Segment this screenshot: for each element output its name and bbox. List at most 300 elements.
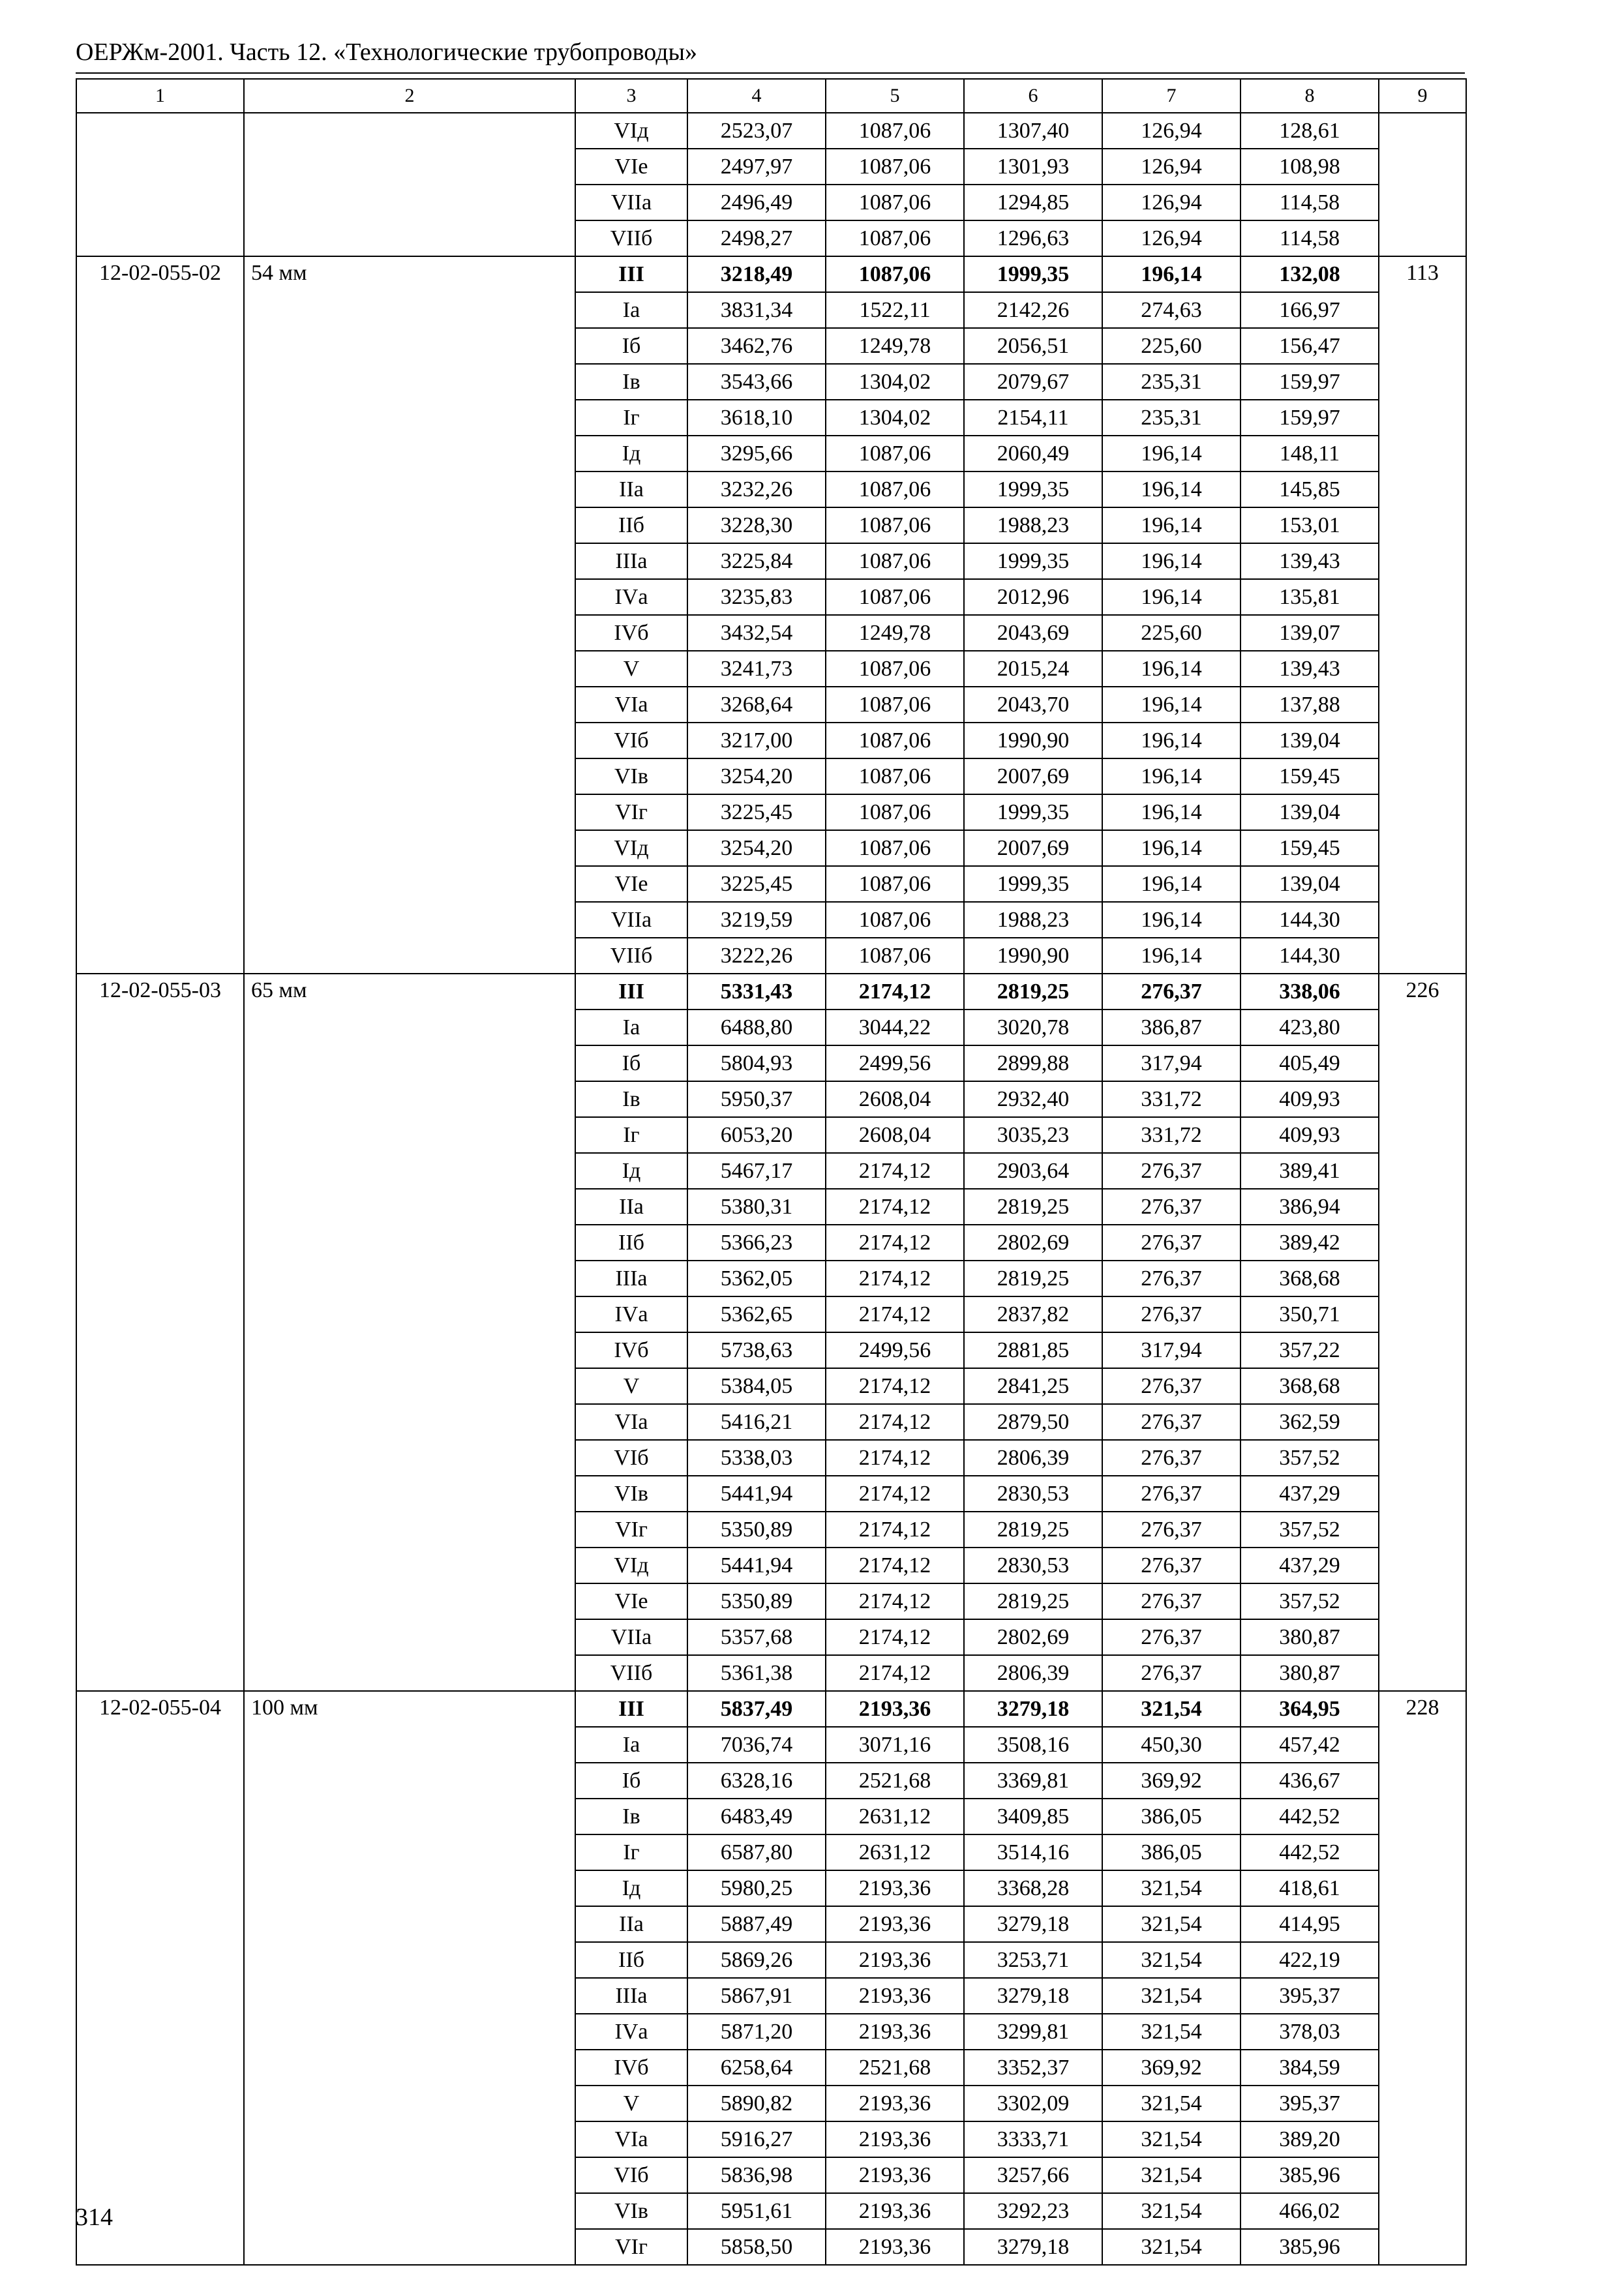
- col4-value: 3432,54: [687, 615, 826, 651]
- territory-code: IVб: [575, 1332, 687, 1368]
- territory-code: V: [575, 1368, 687, 1404]
- col5-value: 2193,36: [826, 2229, 964, 2265]
- col5-value: 2174,12: [826, 1583, 964, 1619]
- col8-value: 114,58: [1241, 185, 1379, 220]
- col5-value: 1087,06: [826, 758, 964, 794]
- col7-value: 321,54: [1102, 2157, 1241, 2193]
- col5-value: 1087,06: [826, 220, 964, 256]
- col5-value: 1087,06: [826, 830, 964, 866]
- col7-value: 196,14: [1102, 687, 1241, 723]
- territory-code: VIе: [575, 149, 687, 185]
- territory-code: VIг: [575, 1512, 687, 1548]
- col4-value: 5331,43: [687, 974, 826, 1010]
- col5-value: 2521,68: [826, 2050, 964, 2086]
- col5-value: 1087,06: [826, 794, 964, 830]
- col6-value: 2060,49: [964, 436, 1102, 471]
- col5-value: 2174,12: [826, 1296, 964, 1332]
- col4-value: 5362,05: [687, 1261, 826, 1296]
- col5-value: 2174,12: [826, 1404, 964, 1440]
- col5-value: 1249,78: [826, 328, 964, 364]
- territory-code: VIг: [575, 794, 687, 830]
- col4-value: 6053,20: [687, 1117, 826, 1153]
- col7-value: 276,37: [1102, 974, 1241, 1010]
- col8-value: 385,96: [1241, 2157, 1379, 2193]
- col5-value: 2174,12: [826, 1512, 964, 1548]
- col4-value: 7036,74: [687, 1727, 826, 1763]
- col6-value: 2154,11: [964, 400, 1102, 436]
- territory-code: Iв: [575, 364, 687, 400]
- col5-value: 1087,06: [826, 256, 964, 292]
- col8-value: 139,07: [1241, 615, 1379, 651]
- col8-value: 357,22: [1241, 1332, 1379, 1368]
- col4-value: 3222,26: [687, 938, 826, 974]
- col8-value: 166,97: [1241, 292, 1379, 328]
- territory-code: VIIб: [575, 1655, 687, 1691]
- col5-value: 1087,06: [826, 651, 964, 687]
- col4-value: 5950,37: [687, 1081, 826, 1117]
- col5-value: 1522,11: [826, 292, 964, 328]
- col5-value: 3071,16: [826, 1727, 964, 1763]
- col6-value: 3302,09: [964, 2086, 1102, 2121]
- col5-value: 2608,04: [826, 1081, 964, 1117]
- col7-value: 126,94: [1102, 113, 1241, 149]
- col7-value: 225,60: [1102, 615, 1241, 651]
- col7-value: 450,30: [1102, 1727, 1241, 1763]
- col8-value: 466,02: [1241, 2193, 1379, 2229]
- col6-value: 2012,96: [964, 579, 1102, 615]
- territory-code: Iв: [575, 1081, 687, 1117]
- col8-value: 132,08: [1241, 256, 1379, 292]
- column-number: 2: [244, 79, 575, 113]
- col8-value: 442,52: [1241, 1834, 1379, 1870]
- col5-value: 2521,68: [826, 1763, 964, 1799]
- territory-code: IIб: [575, 507, 687, 543]
- col5-value: 2174,12: [826, 974, 964, 1010]
- col4-value: 3232,26: [687, 471, 826, 507]
- col4-value: 5951,61: [687, 2193, 826, 2229]
- col5-value: 2193,36: [826, 2014, 964, 2050]
- col7-value: 321,54: [1102, 2086, 1241, 2121]
- col5-value: 2193,36: [826, 1691, 964, 1727]
- territory-code: VIв: [575, 2193, 687, 2229]
- col4-value: 5362,65: [687, 1296, 826, 1332]
- col8-value: 457,42: [1241, 1727, 1379, 1763]
- col6-value: 1999,35: [964, 471, 1102, 507]
- col5-value: 2174,12: [826, 1548, 964, 1583]
- col7-value: 386,05: [1102, 1799, 1241, 1834]
- col5-value: 1087,06: [826, 185, 964, 220]
- col7-value: 276,37: [1102, 1296, 1241, 1332]
- col7-value: 321,54: [1102, 1978, 1241, 2014]
- col4-value: 3228,30: [687, 507, 826, 543]
- col5-value: 1087,06: [826, 543, 964, 579]
- col6-value: 1999,35: [964, 794, 1102, 830]
- col4-value: 3217,00: [687, 723, 826, 758]
- col5-value: 2174,12: [826, 1153, 964, 1189]
- col7-value: 225,60: [1102, 328, 1241, 364]
- col6-value: 3279,18: [964, 1691, 1102, 1727]
- col6-value: 1307,40: [964, 113, 1102, 149]
- col7-value: 196,14: [1102, 723, 1241, 758]
- territory-code: V: [575, 651, 687, 687]
- col6-value: 1301,93: [964, 149, 1102, 185]
- col4-value: 3254,20: [687, 758, 826, 794]
- col8-value: 414,95: [1241, 1906, 1379, 1942]
- territory-code: Iб: [575, 1763, 687, 1799]
- col5-value: 1249,78: [826, 615, 964, 651]
- col8-value: 144,30: [1241, 938, 1379, 974]
- col7-value: 196,14: [1102, 507, 1241, 543]
- col6-value: 3253,71: [964, 1942, 1102, 1978]
- col4-value: 6483,49: [687, 1799, 826, 1834]
- col8-value: 139,04: [1241, 723, 1379, 758]
- col4-value: 5887,49: [687, 1906, 826, 1942]
- col6-value: 2881,85: [964, 1332, 1102, 1368]
- col7-value: 196,14: [1102, 543, 1241, 579]
- col7-value: 196,14: [1102, 830, 1241, 866]
- col8-value: 385,96: [1241, 2229, 1379, 2265]
- header-rule: [76, 72, 1465, 74]
- col7-value: 276,37: [1102, 1655, 1241, 1691]
- col6-value: 3368,28: [964, 1870, 1102, 1906]
- col8-value: 114,58: [1241, 220, 1379, 256]
- col5-value: 2499,56: [826, 1332, 964, 1368]
- col7-value: 196,14: [1102, 758, 1241, 794]
- col4-value: 3618,10: [687, 400, 826, 436]
- col8-value: 357,52: [1241, 1440, 1379, 1476]
- territory-code: Iг: [575, 1117, 687, 1153]
- col4-value: 2497,97: [687, 149, 826, 185]
- col8-value: 389,42: [1241, 1225, 1379, 1261]
- col4-value: 5836,98: [687, 2157, 826, 2193]
- col7-value: 196,14: [1102, 938, 1241, 974]
- col5-value: 2608,04: [826, 1117, 964, 1153]
- territory-code: Iд: [575, 1153, 687, 1189]
- col6-value: 3020,78: [964, 1010, 1102, 1045]
- col8-value: 159,97: [1241, 364, 1379, 400]
- territory-code: IIа: [575, 471, 687, 507]
- col6-value: 2043,69: [964, 615, 1102, 651]
- territory-code: VIд: [575, 113, 687, 149]
- column-number: 8: [1241, 79, 1379, 113]
- col7-value: 276,37: [1102, 1512, 1241, 1548]
- territory-code: VIIа: [575, 1619, 687, 1655]
- col6-value: 2837,82: [964, 1296, 1102, 1332]
- col7-value: 196,14: [1102, 902, 1241, 938]
- col8-value: 409,93: [1241, 1081, 1379, 1117]
- territory-code: IVа: [575, 1296, 687, 1332]
- col7-value: 276,37: [1102, 1404, 1241, 1440]
- col8-value: 159,45: [1241, 758, 1379, 794]
- col4-value: 6488,80: [687, 1010, 826, 1045]
- territory-code: VIе: [575, 1583, 687, 1619]
- col4-value: 5366,23: [687, 1225, 826, 1261]
- col6-value: 3035,23: [964, 1117, 1102, 1153]
- col6-value: 3292,23: [964, 2193, 1102, 2229]
- col4-value: 5384,05: [687, 1368, 826, 1404]
- col6-value: 2819,25: [964, 1583, 1102, 1619]
- col8-value: 380,87: [1241, 1655, 1379, 1691]
- col7-value: 321,54: [1102, 1942, 1241, 1978]
- col4-value: 5916,27: [687, 2121, 826, 2157]
- col5-value: 1087,06: [826, 902, 964, 938]
- col5-value: 1087,06: [826, 113, 964, 149]
- territory-code: VIIб: [575, 938, 687, 974]
- col5-value: 2499,56: [826, 1045, 964, 1081]
- col6-value: 2079,67: [964, 364, 1102, 400]
- territory-code: VIв: [575, 1476, 687, 1512]
- col4-value: 5980,25: [687, 1870, 826, 1906]
- territory-code: VIIа: [575, 185, 687, 220]
- table-row: [76, 974, 1466, 1010]
- col7-value: 321,54: [1102, 1691, 1241, 1727]
- col8-value: 418,61: [1241, 1870, 1379, 1906]
- col7-value: 126,94: [1102, 149, 1241, 185]
- col6-value: 3299,81: [964, 2014, 1102, 2050]
- territory-code: IIа: [575, 1189, 687, 1225]
- column-number: 1: [76, 79, 244, 113]
- col8-value: 139,04: [1241, 866, 1379, 902]
- col4-value: 3543,66: [687, 364, 826, 400]
- col6-value: 3279,18: [964, 1906, 1102, 1942]
- territory-code: IVб: [575, 2050, 687, 2086]
- col7-value: 196,14: [1102, 579, 1241, 615]
- col6-value: 2806,39: [964, 1655, 1102, 1691]
- territory-code: VIIа: [575, 902, 687, 938]
- col5-value: 2193,36: [826, 2086, 964, 2121]
- col8-value: 423,80: [1241, 1010, 1379, 1045]
- col5-value: 3044,22: [826, 1010, 964, 1045]
- col7-value: 321,54: [1102, 1870, 1241, 1906]
- col6-value: 2903,64: [964, 1153, 1102, 1189]
- col8-value: 437,29: [1241, 1548, 1379, 1583]
- col6-value: 3257,66: [964, 2157, 1102, 2193]
- territory-code: Iа: [575, 292, 687, 328]
- col7-value: 317,94: [1102, 1332, 1241, 1368]
- col7-value: 317,94: [1102, 1045, 1241, 1081]
- col6-value: 1988,23: [964, 902, 1102, 938]
- col4-value: 5890,82: [687, 2086, 826, 2121]
- col5-value: 2193,36: [826, 2121, 964, 2157]
- col9-value: 113: [1379, 256, 1466, 974]
- col4-value: 5867,91: [687, 1978, 826, 2014]
- table-body: [76, 79, 1466, 2265]
- col8-value: 159,97: [1241, 400, 1379, 436]
- col7-value: 126,94: [1102, 220, 1241, 256]
- col8-value: 368,68: [1241, 1261, 1379, 1296]
- territory-code: Iд: [575, 1870, 687, 1906]
- territory-code: IIIа: [575, 1261, 687, 1296]
- col4-value: 5441,94: [687, 1476, 826, 1512]
- col7-value: 276,37: [1102, 1583, 1241, 1619]
- col5-value: 2174,12: [826, 1368, 964, 1404]
- col6-value: 1296,63: [964, 220, 1102, 256]
- col7-value: 196,14: [1102, 866, 1241, 902]
- col4-value: 2496,49: [687, 185, 826, 220]
- col5-value: 2631,12: [826, 1799, 964, 1834]
- territory-code: IVа: [575, 579, 687, 615]
- col8-value: 144,30: [1241, 902, 1379, 938]
- territory-code: Iб: [575, 328, 687, 364]
- territory-code: III: [575, 1691, 687, 1727]
- col6-value: 2819,25: [964, 1261, 1102, 1296]
- col8-value: 350,71: [1241, 1296, 1379, 1332]
- col6-value: 3369,81: [964, 1763, 1102, 1799]
- col6-value: 2142,26: [964, 292, 1102, 328]
- col8-value: 128,61: [1241, 113, 1379, 149]
- col6-value: 1999,35: [964, 866, 1102, 902]
- col8-value: 153,01: [1241, 507, 1379, 543]
- col7-value: 276,37: [1102, 1548, 1241, 1583]
- column-number-row: [76, 79, 1466, 113]
- pipe-size: 65 мм: [244, 974, 575, 1691]
- col5-value: 2193,36: [826, 1870, 964, 1906]
- col8-value: 442,52: [1241, 1799, 1379, 1834]
- col7-value: 276,37: [1102, 1619, 1241, 1655]
- col4-value: 3235,83: [687, 579, 826, 615]
- col5-value: 1087,06: [826, 471, 964, 507]
- col6-value: 3333,71: [964, 2121, 1102, 2157]
- col7-value: 276,37: [1102, 1261, 1241, 1296]
- col4-value: 5837,49: [687, 1691, 826, 1727]
- col5-value: 2193,36: [826, 1906, 964, 1942]
- territory-code: III: [575, 974, 687, 1010]
- territory-code: III: [575, 256, 687, 292]
- col7-value: 276,37: [1102, 1476, 1241, 1512]
- col8-value: 395,37: [1241, 2086, 1379, 2121]
- col4-value: 3225,45: [687, 794, 826, 830]
- col6-value: 3352,37: [964, 2050, 1102, 2086]
- col5-value: 2631,12: [826, 1834, 964, 1870]
- column-number: 9: [1379, 79, 1466, 113]
- col8-value: 368,68: [1241, 1368, 1379, 1404]
- col7-value: 196,14: [1102, 794, 1241, 830]
- col6-value: 2819,25: [964, 1512, 1102, 1548]
- col4-value: 5441,94: [687, 1548, 826, 1583]
- col4-value: 5738,63: [687, 1332, 826, 1368]
- col8-value: 135,81: [1241, 579, 1379, 615]
- territory-code: IIб: [575, 1225, 687, 1261]
- territory-code: VIа: [575, 687, 687, 723]
- col8-value: 137,88: [1241, 687, 1379, 723]
- col5-value: 1087,06: [826, 866, 964, 902]
- col4-value: 2523,07: [687, 113, 826, 149]
- col5-value: 1087,06: [826, 149, 964, 185]
- territory-code: VIг: [575, 2229, 687, 2265]
- col4-value: 2498,27: [687, 220, 826, 256]
- col7-value: 321,54: [1102, 1906, 1241, 1942]
- col7-value: 369,92: [1102, 1763, 1241, 1799]
- col9-value: [1379, 113, 1466, 256]
- col6-value: 2841,25: [964, 1368, 1102, 1404]
- col4-value: 3225,84: [687, 543, 826, 579]
- territory-code: VIа: [575, 1404, 687, 1440]
- col5-value: 2174,12: [826, 1619, 964, 1655]
- territory-code: Iв: [575, 1799, 687, 1834]
- pipe-size: [244, 113, 575, 256]
- col7-value: 235,31: [1102, 364, 1241, 400]
- rate-code: [76, 113, 244, 256]
- col4-value: 5350,89: [687, 1583, 826, 1619]
- col4-value: 3462,76: [687, 328, 826, 364]
- page-header: ОЕРЖм-2001. Часть 12. «Технологические трубопроводы»: [76, 38, 698, 66]
- col8-value: 139,43: [1241, 543, 1379, 579]
- col4-value: 3295,66: [687, 436, 826, 471]
- col6-value: 2043,70: [964, 687, 1102, 723]
- col8-value: 384,59: [1241, 2050, 1379, 2086]
- territory-code: IVа: [575, 2014, 687, 2050]
- territory-code: V: [575, 2086, 687, 2121]
- col8-value: 139,04: [1241, 794, 1379, 830]
- col6-value: 2830,53: [964, 1476, 1102, 1512]
- col8-value: 422,19: [1241, 1942, 1379, 1978]
- col6-value: 1988,23: [964, 507, 1102, 543]
- col4-value: 5871,20: [687, 2014, 826, 2050]
- col6-value: 2819,25: [964, 1189, 1102, 1225]
- col6-value: 3279,18: [964, 1978, 1102, 2014]
- col7-value: 386,87: [1102, 1010, 1241, 1045]
- column-number: 4: [687, 79, 826, 113]
- territory-code: VIб: [575, 2157, 687, 2193]
- col5-value: 1087,06: [826, 507, 964, 543]
- col5-value: 2174,12: [826, 1476, 964, 1512]
- territory-code: IIб: [575, 1942, 687, 1978]
- col6-value: 2007,69: [964, 758, 1102, 794]
- rate-code: 12-02-055-02: [76, 256, 244, 974]
- col6-value: 2806,39: [964, 1440, 1102, 1476]
- territory-code: Iг: [575, 1834, 687, 1870]
- col5-value: 1087,06: [826, 579, 964, 615]
- price-table: [76, 78, 1467, 2266]
- pipe-size: 54 мм: [244, 256, 575, 974]
- col5-value: 2193,36: [826, 2157, 964, 2193]
- col8-value: 357,52: [1241, 1512, 1379, 1548]
- col4-value: 5361,38: [687, 1655, 826, 1691]
- col9-value: 228: [1379, 1691, 1466, 2265]
- col4-value: 5416,21: [687, 1404, 826, 1440]
- col7-value: 386,05: [1102, 1834, 1241, 1870]
- col4-value: 6328,16: [687, 1763, 826, 1799]
- col8-value: 389,20: [1241, 2121, 1379, 2157]
- col8-value: 139,43: [1241, 651, 1379, 687]
- territory-code: Iа: [575, 1010, 687, 1045]
- col8-value: 409,93: [1241, 1117, 1379, 1153]
- col8-value: 357,52: [1241, 1583, 1379, 1619]
- col6-value: 2007,69: [964, 830, 1102, 866]
- col7-value: 196,14: [1102, 651, 1241, 687]
- col6-value: 1990,90: [964, 938, 1102, 974]
- col5-value: 2174,12: [826, 1225, 964, 1261]
- territory-code: Iг: [575, 400, 687, 436]
- col5-value: 1087,06: [826, 938, 964, 974]
- table-row: [76, 256, 1466, 292]
- col4-value: 3241,73: [687, 651, 826, 687]
- col8-value: 436,67: [1241, 1763, 1379, 1799]
- col5-value: 2193,36: [826, 1978, 964, 2014]
- col6-value: 2802,69: [964, 1225, 1102, 1261]
- col8-value: 405,49: [1241, 1045, 1379, 1081]
- col7-value: 331,72: [1102, 1081, 1241, 1117]
- col7-value: 321,54: [1102, 2014, 1241, 2050]
- col8-value: 380,87: [1241, 1619, 1379, 1655]
- col4-value: 3268,64: [687, 687, 826, 723]
- column-number: 3: [575, 79, 687, 113]
- col7-value: 331,72: [1102, 1117, 1241, 1153]
- col8-value: 386,94: [1241, 1189, 1379, 1225]
- col8-value: 364,95: [1241, 1691, 1379, 1727]
- column-number: 6: [964, 79, 1102, 113]
- col9-value: 226: [1379, 974, 1466, 1691]
